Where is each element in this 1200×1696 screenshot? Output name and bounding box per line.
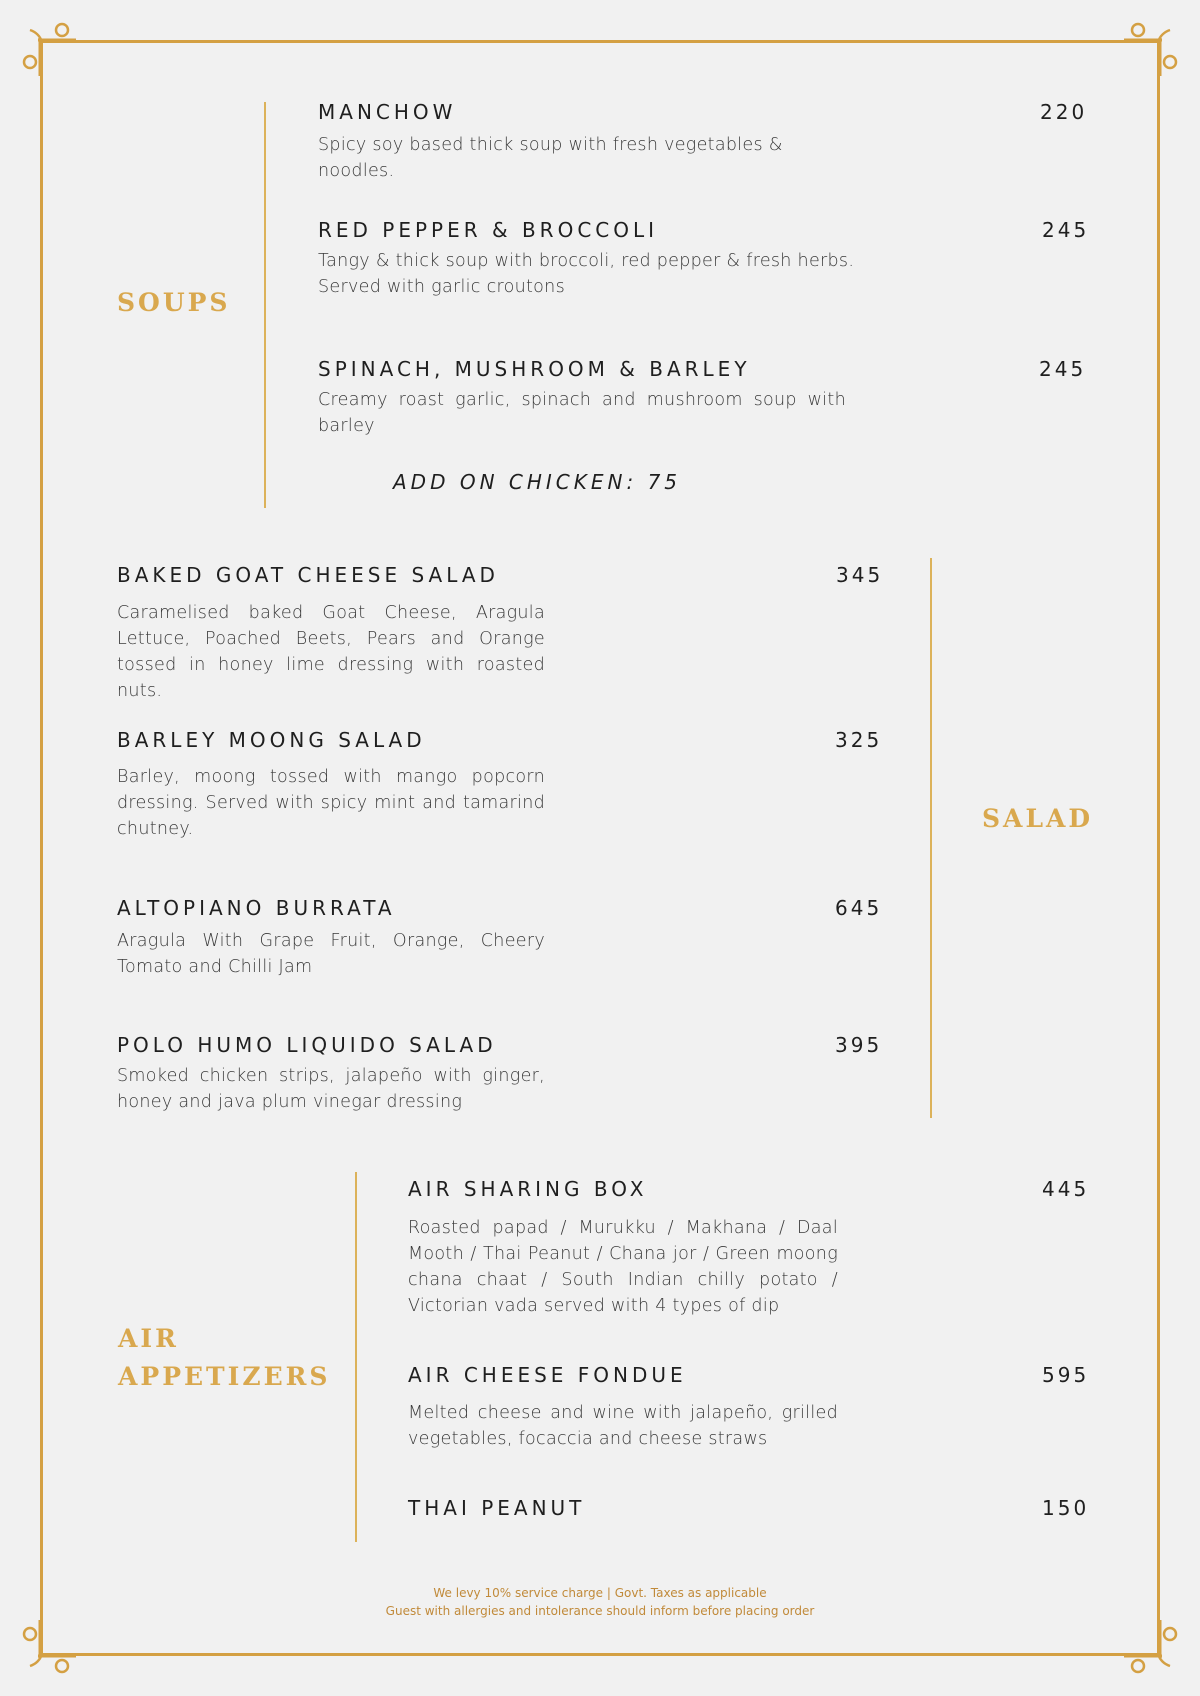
item-price: 245 xyxy=(1042,218,1090,242)
item-name: BAKED GOAT CHEESE SALAD xyxy=(117,563,499,587)
item-price: 150 xyxy=(1042,1496,1090,1520)
item-name: MANCHOW xyxy=(318,100,457,124)
item-price: 445 xyxy=(1042,1177,1090,1201)
section-divider xyxy=(264,102,266,508)
corner-ornament-icon xyxy=(18,1618,78,1678)
item-name: AIR CHEESE FONDUE xyxy=(408,1363,687,1387)
item-name: ALTOPIANO BURRATA xyxy=(117,896,396,920)
item-description: Creamy roast garlic, spinach and mushroom soup with barley xyxy=(318,390,846,436)
section-divider xyxy=(355,1172,357,1542)
section-title-salad: SALAD xyxy=(982,804,1094,833)
item-description: Spicy soy based thick soup with fresh vegetables & noodles. xyxy=(318,135,783,181)
item-price: 220 xyxy=(1040,100,1088,124)
footer-service-note: We levy 10% service charge | Govt. Taxes as applicable xyxy=(433,1586,767,1600)
item-description: Tangy & thick soup with broccoli, red pepper & fresh herbs. Served with garlic croutons xyxy=(318,251,855,297)
item-description: Smoked chicken strips, jalapeño with ginger, honey and java plum vinegar dressing xyxy=(117,1066,545,1112)
item-price: 345 xyxy=(836,563,884,587)
item-description: Aragula With Grape Fruit, Orange, Cheery Tomato and Chilli Jam xyxy=(117,931,545,977)
section-divider xyxy=(930,558,932,1118)
item-description: Barley, moong tossed with mango popcorn dressing. Served with spicy mint and tamarind chutney. xyxy=(117,767,545,839)
item-name: BARLEY MOONG SALAD xyxy=(117,728,426,752)
corner-ornament-icon xyxy=(1122,18,1182,78)
footer-allergy-note: Guest with allergies and intolerance should inform before placing order xyxy=(385,1604,815,1618)
item-price: 395 xyxy=(835,1033,883,1057)
corner-ornament-icon xyxy=(1122,1618,1182,1678)
item-price: 645 xyxy=(835,896,883,920)
item-price: 245 xyxy=(1039,357,1087,381)
item-price: 595 xyxy=(1042,1363,1090,1387)
item-name: SPINACH, MUSHROOM & BARLEY xyxy=(318,357,751,381)
item-description: Caramelised baked Goat Cheese, Aragula Lettuce, Poached Beets, Pears and Orange tossed in honey lime dressing with roasted nuts. xyxy=(117,603,545,701)
item-name: THAI PEANUT xyxy=(408,1496,586,1520)
section-title-soups: SOUPS xyxy=(117,288,231,317)
item-name: AIR SHARING BOX xyxy=(408,1177,648,1201)
item-description: Roasted papad / Murukku / Makhana / Daal Mooth / Thai Peanut / Chana jor / Green moong chana chaat / South Indian chilly potato / Victorian vada served with 4 types of dip xyxy=(408,1218,838,1316)
item-price: 325 xyxy=(835,728,883,752)
item-name: RED PEPPER & BROCCOLI xyxy=(318,218,659,242)
section-title-line: AIR xyxy=(118,1324,179,1353)
section-title-line: APPETIZERS xyxy=(118,1362,331,1391)
item-name: POLO HUMO LIQUIDO SALAD xyxy=(117,1033,497,1057)
section-title-appetizers xyxy=(118,1320,330,1396)
addon-note: ADD ON CHICKEN: 75 xyxy=(393,470,682,494)
item-description: Melted cheese and wine with jalapeño, grilled vegetables, focaccia and cheese straws xyxy=(408,1403,838,1449)
corner-ornament-icon xyxy=(18,18,78,78)
